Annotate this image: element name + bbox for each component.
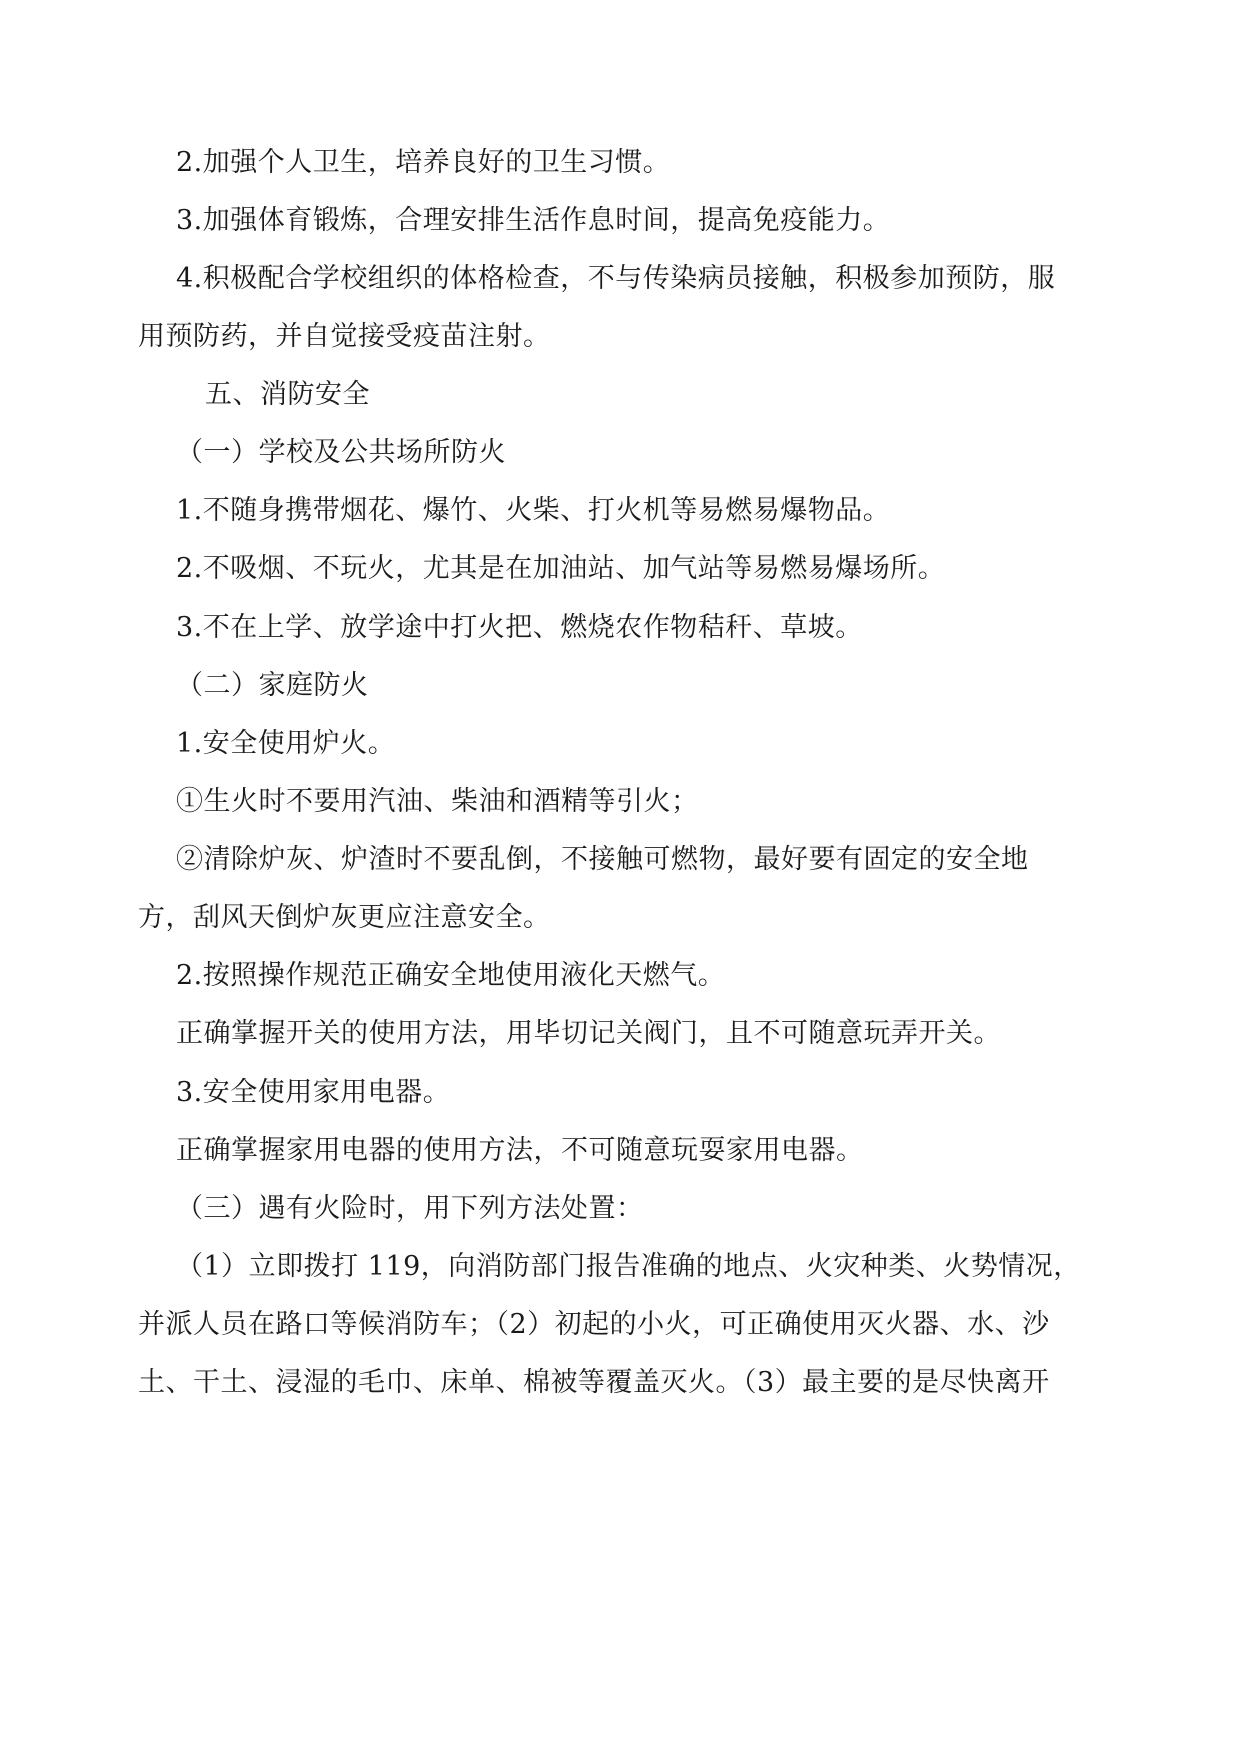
text-line: 1.不随身携带烟花、爆竹、火柴、打火机等易燃易爆物品。: [176, 495, 891, 526]
text-line: 4.积极配合学校组织的体格检查，不与传染病员接触，积极参加预防，服: [176, 263, 1056, 294]
subsection-heading: （三）遇有火险时，用下列方法处置：: [176, 1193, 644, 1224]
text-line: （1）立即拨打 119，向消防部门报告准确的地点、火灾种类、火势情况，: [176, 1251, 1081, 1282]
text-line: 3.加强体育锻炼，合理安排生活作息时间，提高免疫能力。: [176, 205, 891, 236]
text-line: 2.按照操作规范正确安全地使用液化天燃气。: [176, 960, 726, 991]
text-line: 用预防药，并自觉接受疫苗注射。: [138, 321, 551, 352]
section-heading: 五、消防安全: [205, 379, 370, 410]
text-line: ①生火时不要用汽油、柴油和酒精等引火；: [176, 786, 699, 817]
text-line: ②清除炉灰、炉渣时不要乱倒，不接触可燃物，最好要有固定的安全地: [176, 844, 1029, 875]
text-line: 2.不吸烟、不玩火，尤其是在加油站、加气站等易燃易爆场所。: [176, 553, 946, 584]
text-line: 正确掌握家用电器的使用方法，不可随意玩耍家用电器。: [176, 1135, 864, 1166]
text-line: 2.加强个人卫生，培养良好的卫生习惯。: [176, 147, 671, 178]
text-line: 土、干土、浸湿的毛巾、床单、棉被等覆盖灭火。（3）最主要的是尽快离开: [138, 1367, 1050, 1398]
text-line: 3.不在上学、放学途中打火把、燃烧农作物秸秆、草坡。: [176, 612, 863, 643]
subsection-heading: （一）学校及公共场所防火: [176, 437, 506, 468]
subsection-heading: （二）家庭防火: [176, 670, 369, 701]
text-line: 正确掌握开关的使用方法，用毕切记关阀门，且不可随意玩弄开关。: [176, 1018, 1001, 1049]
text-line: 并派人员在路口等候消防车；（2）初起的小火，可正确使用灭火器、水、沙: [138, 1309, 1050, 1340]
text-line: 3.安全使用家用电器。: [176, 1077, 451, 1108]
text-line: 方，刮风天倒炉灰更应注意安全。: [138, 902, 551, 933]
text-line: 1.安全使用炉火。: [176, 728, 396, 759]
